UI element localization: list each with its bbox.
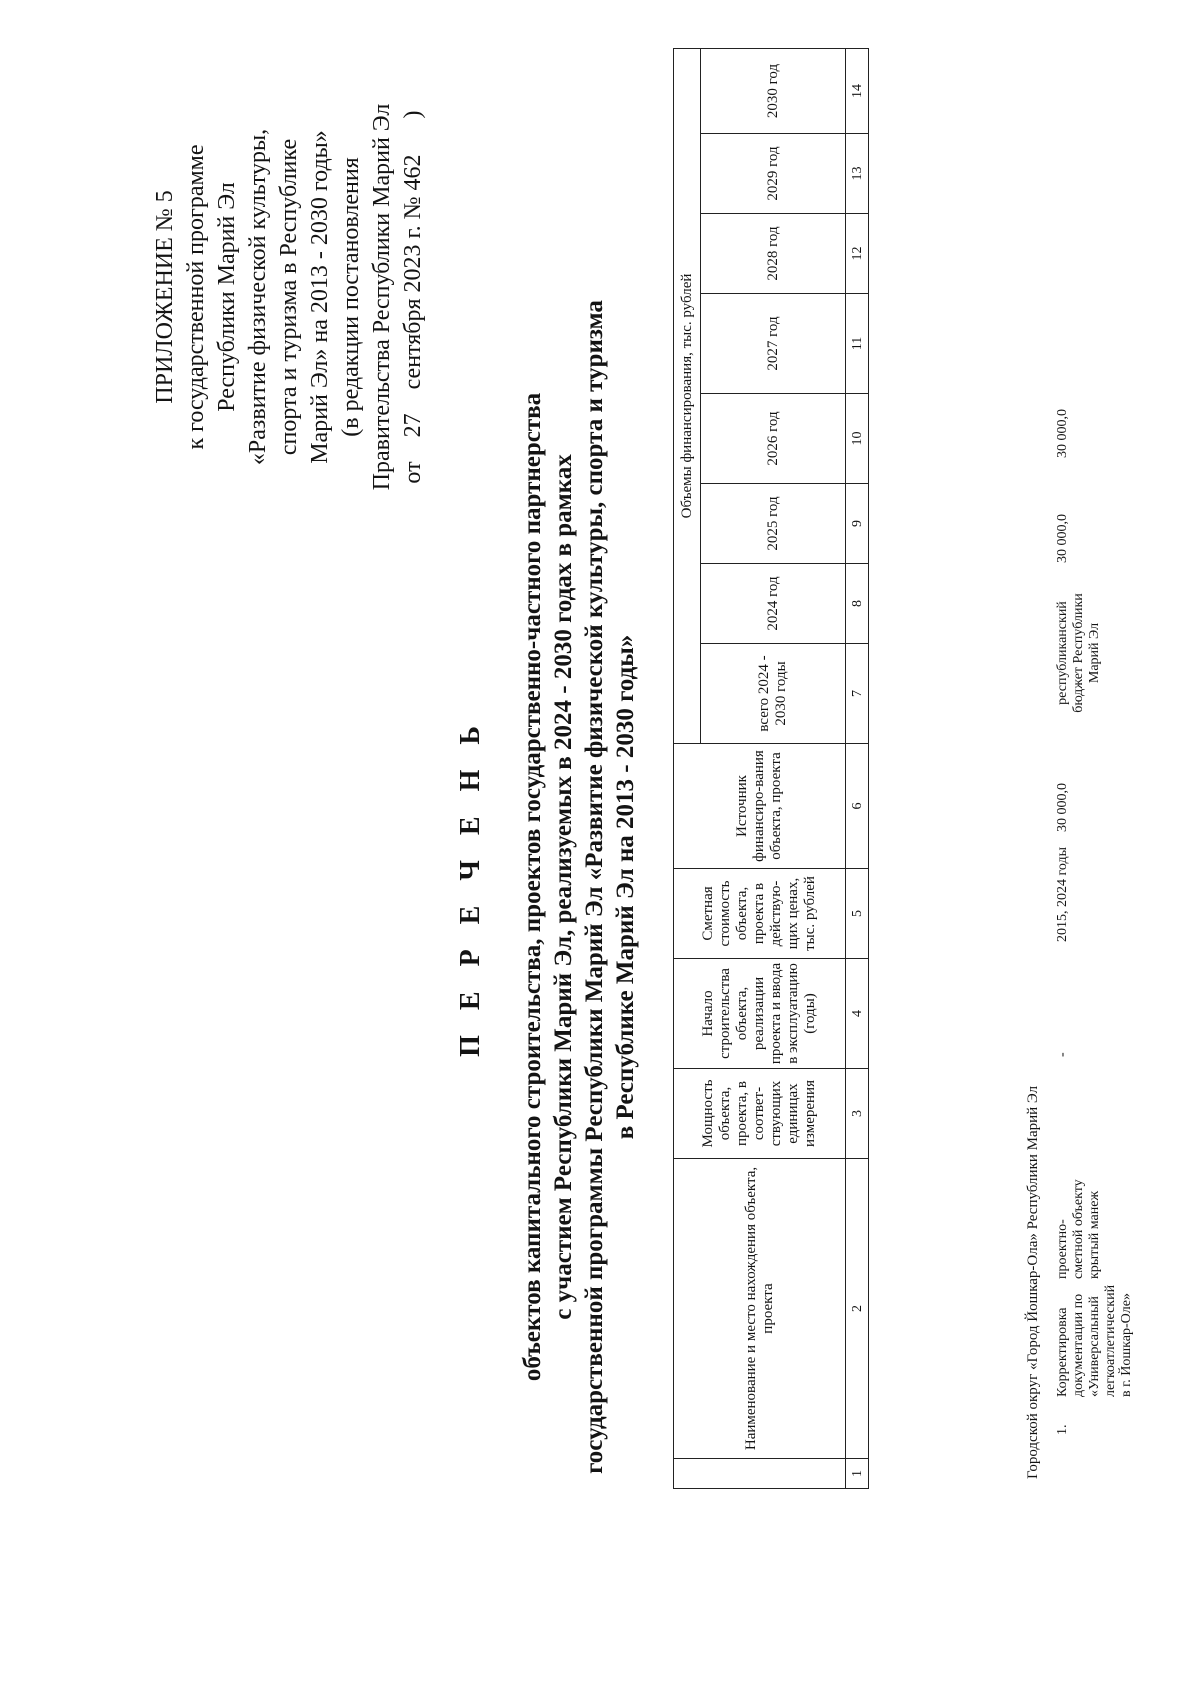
title-line: в Республике Марий Эл на 2013 - 2030 годы» <box>612 634 639 1140</box>
appendix-line: (в редакции постановления <box>338 157 364 437</box>
header-total: всего 2024 - 2030 годы <box>701 644 846 744</box>
header-start: Начало строительства объекта, реализации проекта и ввода в эксплуатацию (годы) <box>674 959 846 1069</box>
column-number: 6 <box>846 744 869 869</box>
column-number: 12 <box>846 214 869 294</box>
title-heading: П Е Р Е Ч Е Н Ь <box>455 717 486 1057</box>
document-title <box>455 237 641 1537</box>
title-line: государственной программы Республики Марий Эл «Развитие физической культуры, спорта и туризма <box>581 300 608 1474</box>
column-number: 9 <box>846 484 869 564</box>
column-number: 5 <box>846 869 869 959</box>
column-number: 7 <box>846 644 869 744</box>
header-funding-group: Объемы финансирования, тыс. рублей <box>674 48 701 743</box>
header-name: Наименование и место нахождения объекта, проекта <box>674 1159 846 1459</box>
header-empty-cell <box>674 1459 846 1489</box>
objects-table <box>673 48 869 1489</box>
row-name <box>1055 1179 1135 1397</box>
column-number: 1 <box>846 1459 869 1489</box>
column-number: 14 <box>846 48 869 133</box>
appendix-line: «Развитие физической культуры, <box>245 128 271 466</box>
column-number: 3 <box>846 1069 869 1159</box>
column-number: 2 <box>846 1159 869 1459</box>
sign-prefix: от <box>400 461 426 484</box>
header-year-2029: 2029 год <box>701 134 846 214</box>
appendix-line: спорта и туризма в Республике <box>276 138 302 456</box>
column-number: 11 <box>846 294 869 394</box>
header-year-2027: 2027 год <box>701 294 846 394</box>
section-title: Городской округ «Город Йошкар-Ола» Республики Марий Эл <box>1025 1085 1041 1479</box>
column-number: 8 <box>846 564 869 644</box>
column-number: 4 <box>846 959 869 1069</box>
row-cost: 30 000,0 <box>1055 783 1070 832</box>
sign-close: ) <box>400 110 426 119</box>
row-number: 1. <box>1055 1424 1070 1435</box>
sign-day: 27 <box>400 413 426 438</box>
sign-number: 462 <box>400 154 426 191</box>
row-name-left: Корректировка документации по «Универсальный легкоатлетический в г. Йошкар-Оле» <box>1055 1284 1134 1397</box>
appendix-line: Республики Марий Эл <box>214 182 240 412</box>
header-year-2028: 2028 год <box>701 214 846 294</box>
header-year-2024: 2024 год <box>701 564 846 644</box>
appendix-line: к государственной программе <box>183 144 209 450</box>
title-line: объектов капитального строительства, проектов государственно-частного партнерства <box>519 392 546 1382</box>
sign-rest: сентября 2023 г. № <box>400 196 426 390</box>
header-capacity: Мощность объекта, проекта, в соответ-ствующих единицах измерения <box>674 1069 846 1159</box>
row-start: 2015, 2024 годы <box>1055 846 1070 942</box>
row-capacity: - <box>1055 1052 1070 1057</box>
row-year-2024: 30 000,0 <box>1055 409 1070 458</box>
header-source: Источник финансиро-вания объекта, проекта <box>674 744 846 869</box>
appendix-line: ПРИЛОЖЕНИЕ № 5 <box>152 190 178 404</box>
row-total: 30 000,0 <box>1055 514 1070 563</box>
appendix-line: Правительства Республики Марий Эл <box>369 103 395 491</box>
column-number: 10 <box>846 394 869 484</box>
row-name-right: проектно-сметной объекту крытый манеж <box>1055 1179 1102 1279</box>
appendix-line: Марий Эл» на 2013 - 2030 годы» <box>307 130 333 464</box>
column-number: 13 <box>846 134 869 214</box>
header-year-2026: 2026 год <box>701 394 846 484</box>
header-year-2030: 2030 год <box>701 48 846 133</box>
header-cost: Сметная стоимость объекта, проекта в действую-щих ценах, тыс. рублей <box>674 869 846 959</box>
appendix-block <box>150 17 429 577</box>
title-line: с участием Республики Марий Эл, реализуемых в 2024 - 2030 годах в рамках <box>550 454 577 1320</box>
signature-date-line <box>398 17 429 577</box>
row-source: республиканский бюджет Республики Марий Эл <box>1055 593 1102 713</box>
table-row <box>1045 0 1185 1697</box>
header-year-2025: 2025 год <box>701 484 846 564</box>
